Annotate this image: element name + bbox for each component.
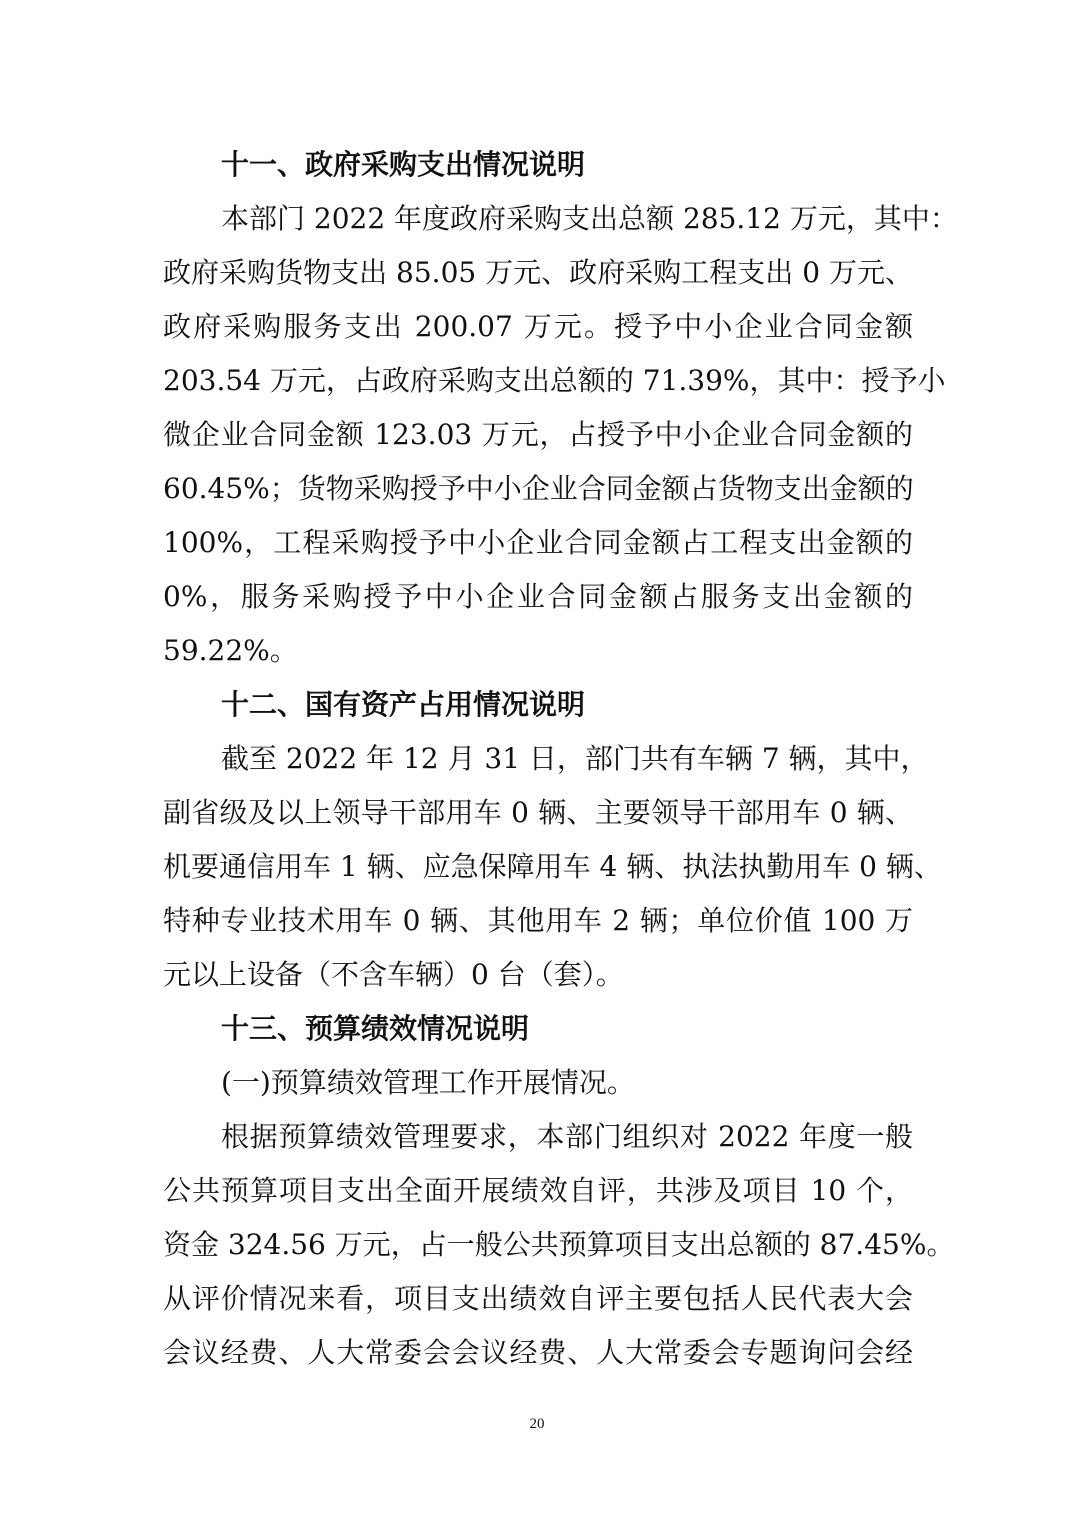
page-content — [163, 138, 958, 1380]
procurement-paragraph — [163, 192, 958, 678]
section-heading-state-assets: 十二、国有资产占用情况说明 — [221, 688, 586, 721]
text-line: 政府采购服务支出 200.07 万元。授予中小企业合同金额 — [163, 310, 913, 343]
performance-subheading-paragraph — [163, 1056, 913, 1110]
text-line: 根据预算绩效管理要求，本部门组织对 2022 年度一般 — [221, 1120, 913, 1153]
text-line: 100%，工程采购授予中小企业合同金额占工程支出金额的 — [163, 526, 913, 559]
text-line: 会议经费、人大常委会会议经费、人大常委会专题询问会经 — [163, 1336, 913, 1369]
text-line: 0%，服务采购授予中小企业合同金额占服务支出金额的 — [163, 580, 913, 613]
text-line: 从评价情况来看，项目支出绩效自评主要包括人民代表大会 — [163, 1282, 913, 1315]
text-line: 资金 324.56 万元，占一般公共预算项目支出总额的 87.45%。 — [163, 1228, 955, 1261]
text-line: 59.22%。 — [163, 634, 298, 667]
text-line: 截至 2022 年 12 月 31 日，部门共有车辆 7 辆，其中， — [221, 742, 929, 775]
section-heading-performance: 十三、预算绩效情况说明 — [221, 1012, 530, 1045]
performance-paragraph — [163, 1110, 955, 1380]
page-number: 20 — [529, 1416, 545, 1432]
text-line: 副省级及以上领导干部用车 0 辆、主要领导干部用车 0 辆、 — [163, 796, 913, 829]
text-line: 本部门 2022 年度政府采购支出总额 285.12 万元，其中： — [221, 202, 958, 235]
text-line: 元以上设备（不含车辆）0 台（套）。 — [163, 958, 624, 991]
text-line: 公共预算项目支出全面开展绩效自评，共涉及项目 10 个， — [163, 1174, 913, 1207]
text-line: 机要通信用车 1 辆、应急保障用车 4 辆、执法执勤用车 0 辆、 — [163, 850, 942, 883]
text-line: 203.54 万元，占政府采购支出总额的 71.39%，其中：授予小 — [163, 364, 946, 397]
text-line: 政府采购货物支出 85.05 万元、政府采购工程支出 0 万元、 — [163, 256, 913, 289]
text-line: 微企业合同金额 123.03 万元，占授予中小企业合同金额的 — [163, 418, 913, 451]
text-line: 60.45%；货物采购授予中小企业合同金额占货物支出金额的 — [163, 472, 914, 505]
state-assets-paragraph — [163, 732, 942, 1002]
subheading-line: (一)预算绩效管理工作开展情况。 — [221, 1066, 635, 1099]
text-line: 特种专业技术用车 0 辆、其他用车 2 辆；单位价值 100 万 — [163, 904, 913, 937]
section-heading-procurement: 十一、政府采购支出情况说明 — [221, 148, 586, 181]
